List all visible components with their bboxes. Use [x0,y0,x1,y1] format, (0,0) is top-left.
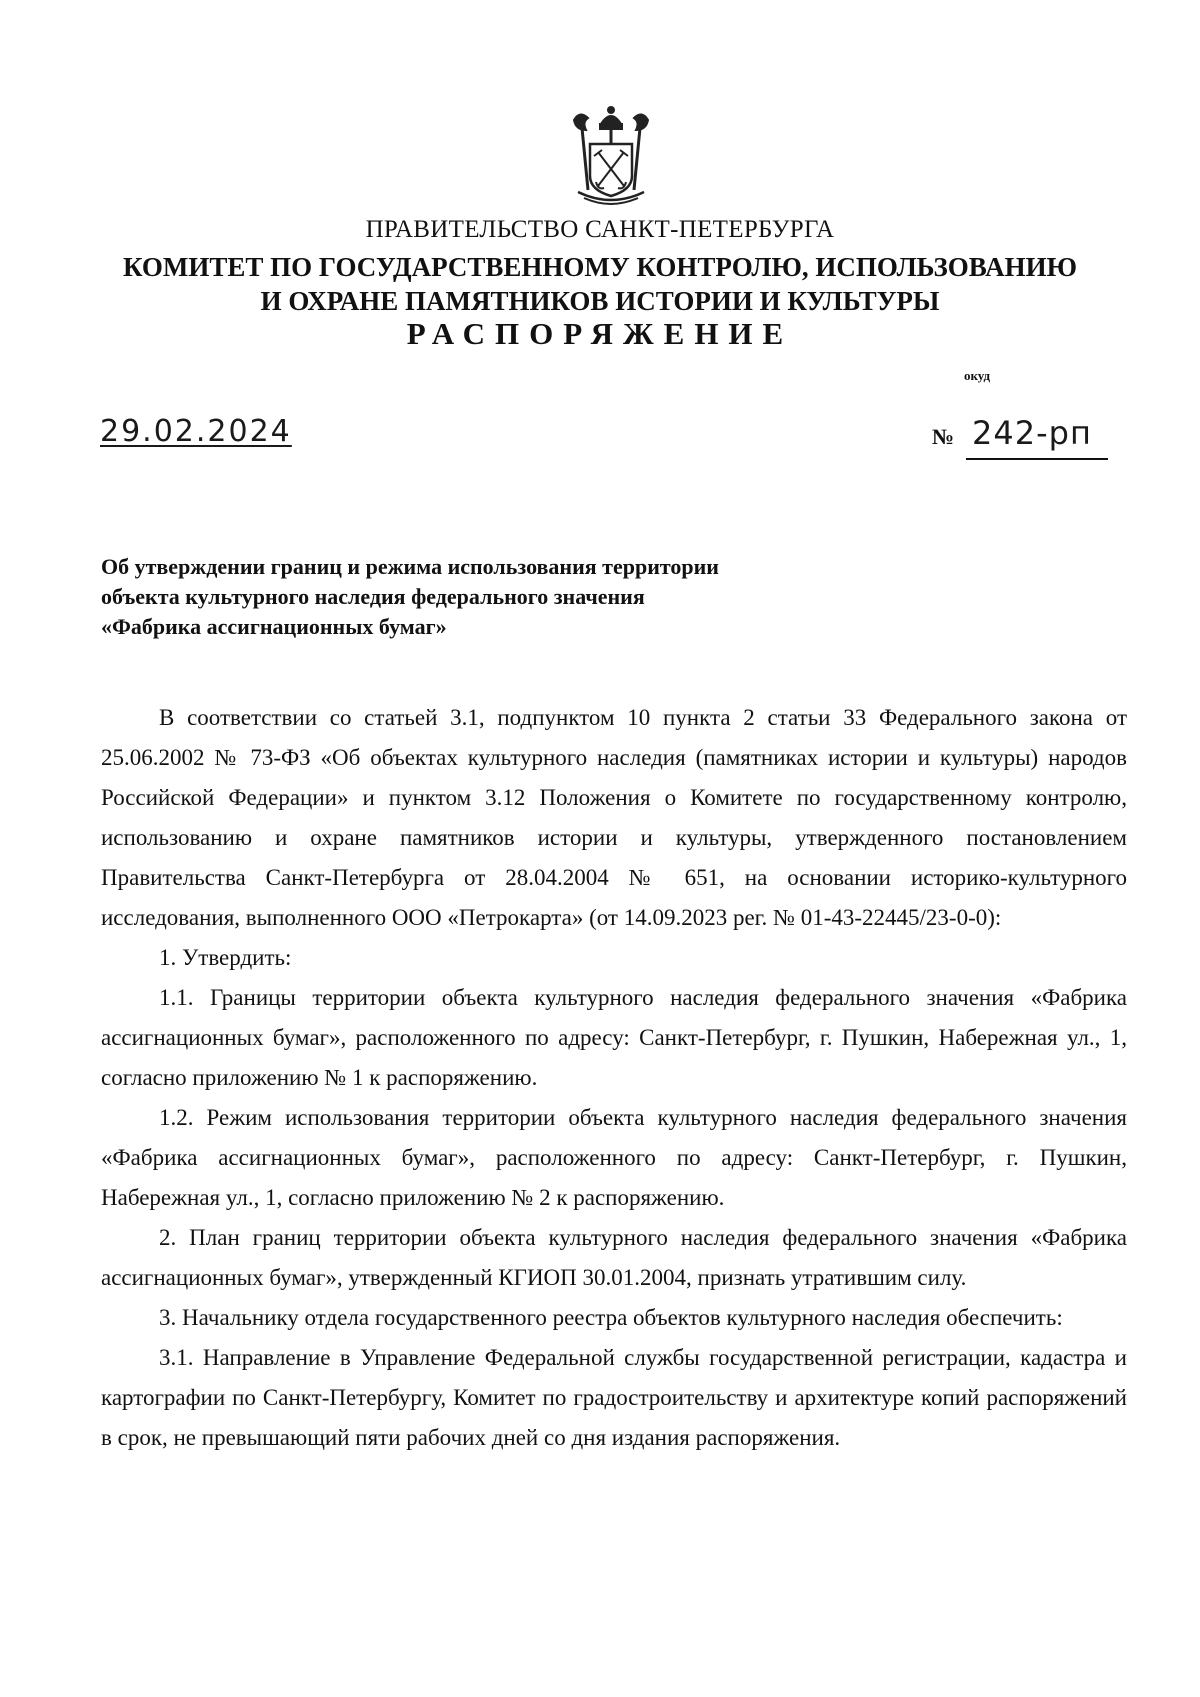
document-date: 29.02.2024 [100,414,292,449]
paragraph-item-3-1: 3.1. Направление в Управление Федеральной службы государственной регистрации, кадастра и картографии по Санкт-Петербургу, Комитет по градостроительству и архитектуре копий распоряжений в срок, не превышающий пяти рабочих дней со дня издания распоряжения. [101,1345,1127,1450]
paragraph-item-2: 2. План границ территории объекта культурного наследия федерального значения «Фабрика ассигнационных бумаг», утвержденный КГИОП 30.01.2004, признать утратившим силу. [101,1225,1127,1290]
number-sign: № [932,424,955,449]
title-line-3: «Фабрика ассигнационных бумаг» [101,614,447,639]
document-type: РАСПОРЯЖЕНИЕ [406,316,794,351]
paragraph-item-1-1: 1.1. Границы территории объекта культурного наследия федерального значения «Фабрика ассигнационных бумаг», расположенного по адресу: Санкт-Петербург, г. Пушкин, Набережная ул., 1, согласно приложению № 1 к распоряжению. [101,985,1127,1090]
st-petersburg-coat-of-arms-icon [568,104,654,208]
government-name: ПРАВИТЕЛЬСТВО САНКТ-ПЕТЕРБУРГА [365,216,835,243]
paragraph-item-1: 1. Утвердить: [159,945,292,970]
title-line-2: объекта культурного наследия федерального значения [101,584,645,609]
paragraph-item-1-2: 1.2. Режим использования территории объекта культурного наследия федерального значения «Фабрика ассигнационных бумаг», расположенного по адресу: Санкт-Петербург, г. Пушкин, Набережная ул., 1, согласно приложению № 2 к распоряжению. [101,1105,1127,1210]
paragraph-preamble: В соответствии со статьей 3.1, подпунктом 10 пункта 2 статьи 33 Федерального закона от 25.06.2002 № 73-ФЗ «Об объектах культурного наследия (памятниках истории и культуры) народов Российской Федерации» и пунктом 3.12 Положения о Комитете по государственному контролю, использованию и охране памятников истории и культуры, утвержденного постановлением Правительства Санкт-Петербурга от 28.04.2004 № 651, на основании историко-культурного исследования, выполненного ООО «Петрокарта» (от 14.09.2023 рег. № 01-43-22445/23-0-0): [101,705,1127,930]
title-line-1: Об утверждении границ и режима использования территории [101,554,719,579]
document-title [101,552,901,642]
number-value: 242-рп [972,414,1092,452]
document-number [932,414,1108,460]
committee-name [0,250,1200,318]
number-underline [966,458,1108,460]
document-body [101,698,1127,1458]
okud-label: окуд [964,368,991,383]
committee-name-line-1: КОМИТЕТ ПО ГОСУДАРСТВЕННОМУ КОНТРОЛЮ, ИСПОЛЬЗОВАНИЮ [123,252,1077,282]
paragraph-item-3: 3. Начальнику отдела государственного реестра объектов культурного наследия обеспечить: [159,1305,1063,1330]
committee-name-line-2: И ОХРАНЕ ПАМЯТНИКОВ ИСТОРИИ И КУЛЬТУРЫ [260,286,940,316]
